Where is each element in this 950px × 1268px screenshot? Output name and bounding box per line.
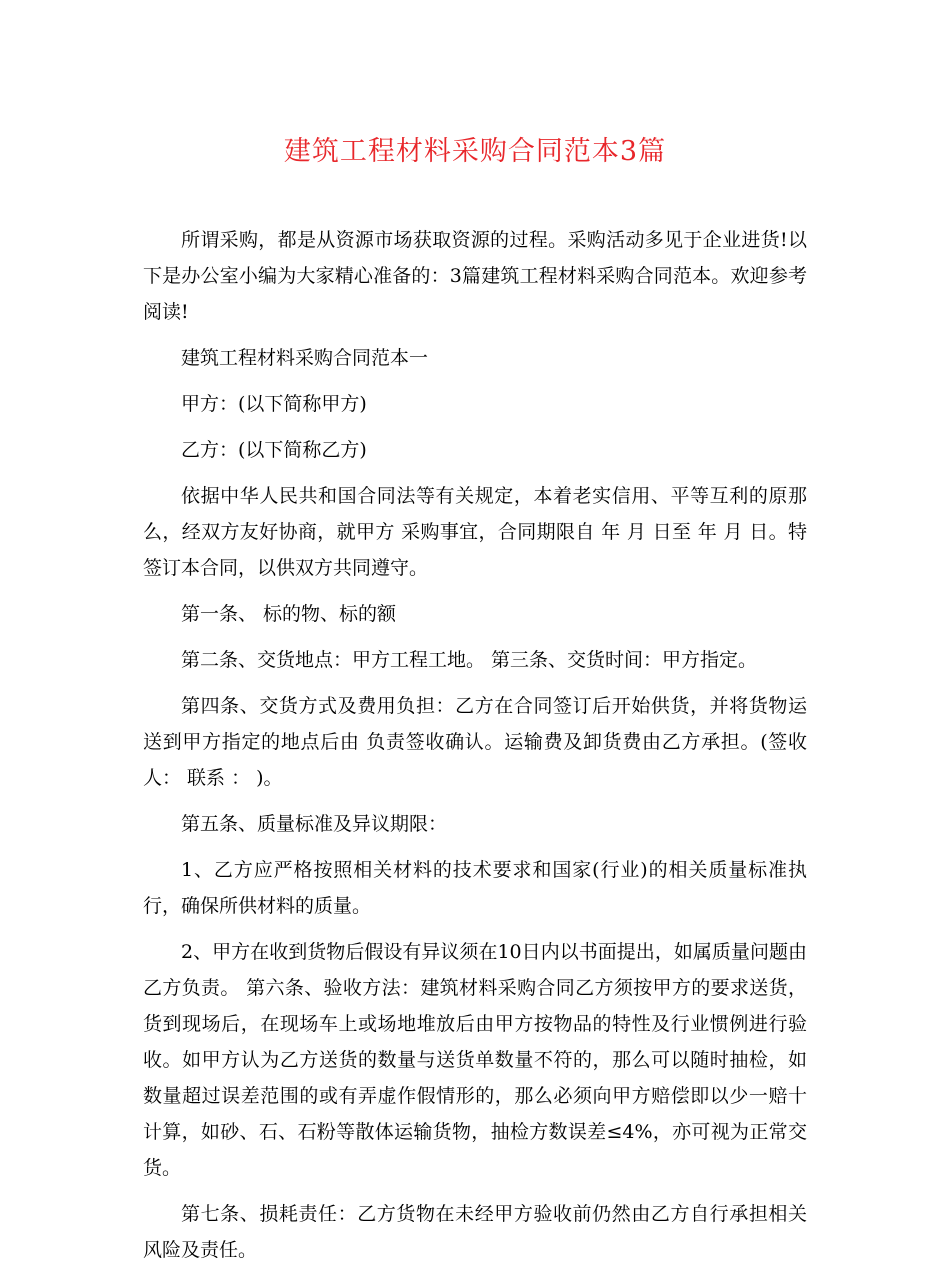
- document-body: [143, 222, 807, 1268]
- preamble-paragraph: 依据中华人民共和国合同法等有关规定，本着老实信用、平等互利的原那么，经双方友好协商，就甲方 采购事宜，合同期限自 年 月 日至 年 月 日。特签订本合同，以供双方共同遵守。: [143, 485, 807, 579]
- article-1: 第一条、 标的物、标的额: [181, 603, 397, 625]
- article-5-item-2-article-6: 2、甲方在收到货物后假设有异议须在10日内以书面提出，如属质量问题由乙方负责。 第六条、验收方法：建筑材料采购合同乙方须按甲方的要求送货，货到现场后，在现场车上或场地堆放后由甲方按物品的特性及行业惯例进行验收。如甲方认为乙方送货的数量与送货单数量不符的，那么可以随时抽检，如数量超过误差范围的或有弄虚作假情形的，那么必须向甲方赔偿即以少一赔十计算，如砂、石、石粉等散体运输货物，抽检方数误差≤4%，亦可视为正常交货。: [143, 941, 807, 1179]
- article-5: 第五条、质量标准及异议期限：: [181, 813, 448, 835]
- intro-paragraph: 所谓采购，都是从资源市场获取资源的过程。采购活动多见于企业进货!以下是办公室小编为大家精心准备的：3篇建筑工程材料采购合同范本。欢迎参考阅读!: [143, 229, 807, 323]
- contract-heading: 建筑工程材料采购合同范本一: [181, 347, 429, 369]
- document-title: 建筑工程材料采购合同范本3篇: [283, 136, 667, 167]
- article-2-3: 第二条、交货地点：甲方工程工地。 第三条、交货时间：甲方指定。: [181, 649, 758, 671]
- party-b-line: 乙方：(以下简称乙方): [181, 439, 367, 461]
- article-4: 第四条、交货方式及费用负担：乙方在合同签订后开始供货，并将货物运送到甲方指定的地点后由 负责签收确认。运输费及卸货费由乙方承担。(签收人： 联系 ： )。: [143, 695, 807, 789]
- article-5-item-1: 1、乙方应严格按照相关材料的技术要求和国家(行业)的相关质量标准执行，确保所供材料的质量。: [143, 859, 807, 917]
- party-a-line: 甲方：(以下简称甲方): [181, 393, 367, 415]
- article-7: 第七条、损耗责任：乙方货物在未经甲方验收前仍然由乙方自行承担相关风险及责任。: [143, 1203, 807, 1261]
